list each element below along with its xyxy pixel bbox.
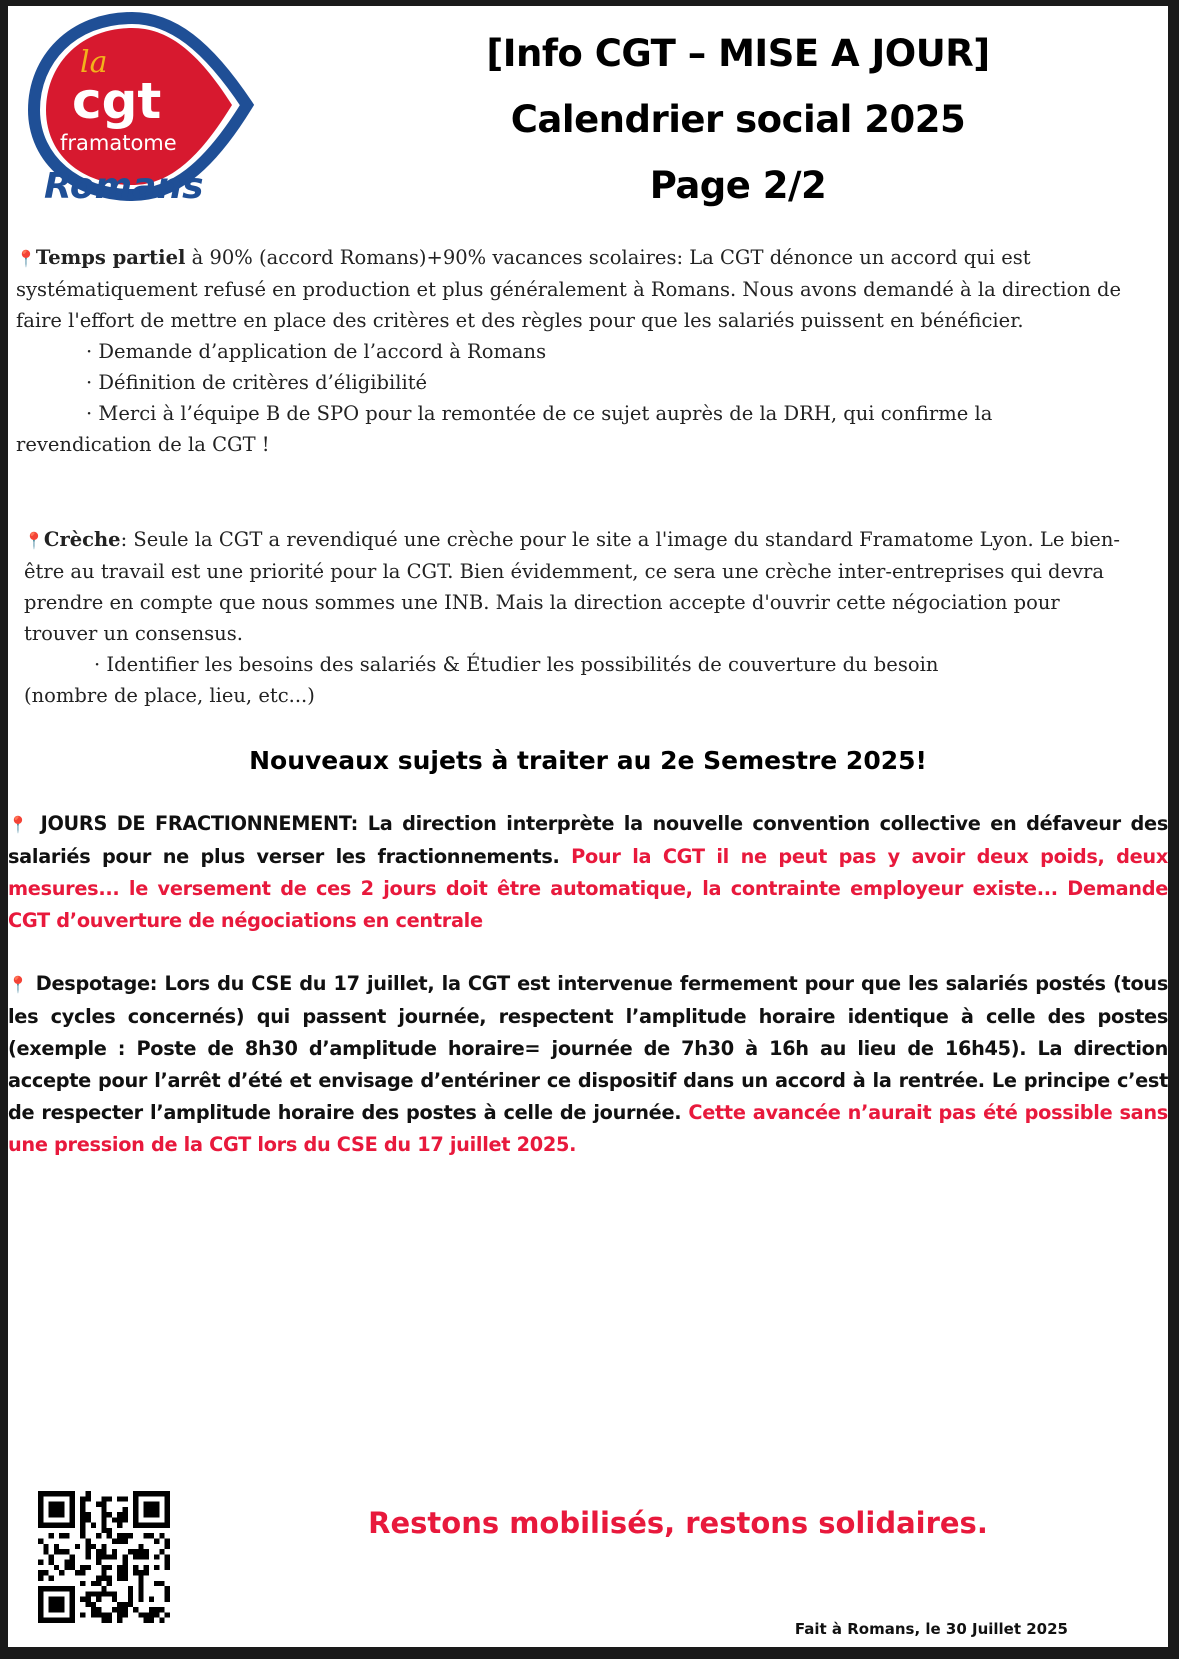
footer-date: Fait à Romans, le 30 Juillet 2025 [794,1620,1068,1638]
svg-text:framatome: framatome [60,131,177,155]
section-title: Temps partiel [35,246,186,269]
svg-text:la: la [80,45,108,80]
section-despotage [8,968,1168,1161]
svg-text:Romans: Romans [44,166,204,207]
footer-slogan: Restons mobilisés, restons solidaires. [368,1506,988,1540]
pin-icon: 📍 [8,975,29,994]
document-page [8,6,1168,1647]
bullet: · Définition de critères d’éligibilité [86,371,428,394]
bullet: · Demande d’application de l’accord à Romans [86,340,547,363]
section-text: Lors du CSE du 17 juillet, la CGT est intervenue fermement pour que les salariés postés (tous les cycles concernés) qui passent journée, respectent l’amplitude horaire identique à celle des postes (exemple : Poste de 8h30 d’amplitude horaire= journée de 7h30 à 16h au lieu de 16h45). La direction accepte pour l’arrêt d’été et envisage d’entériner ce dispositif dans un accord à la rentrée. Le principe c’est de respecter l’amplitude horaire des postes à celle de journée. [8,972,1168,1124]
bullet: · Identifier les besoins des salariés & Étudier les possibilités de couverture du besoin [94,653,939,676]
section-text: La direction interprète la nouvelle convention collective en défaveur des salariés pour ne plus verser les fractionnements. [8,812,1168,868]
pin-icon: 📍 [16,249,36,268]
header-line-1: [Info CGT – MISE A JOUR] [486,32,990,75]
cgt-framatome-romans-logo [22,10,262,210]
section-fractionnement [8,808,1168,937]
svg-text:cgt: cgt [72,72,162,130]
pin-icon: 📍 [8,815,31,834]
section-title: Despotage: [35,972,158,995]
section-text: à 90% (accord Romans)+90% vacances scolaires: La CGT dénonce un accord qui est systématiquement refusé en production et plus généralement à Romans. Nous avons demandé à la direction de faire l'effort de mettre en place des critères et des règles pour que les salariés puissent en bénéficier. [16,246,1122,332]
section-red-text: Pour la CGT il ne peut pas y avoir deux poids, deux mesures... le versement de ces 2 jours doit être automatique, la contrainte employeur existe... Demande CGT d’ouverture de négociations en centrale [8,845,1168,932]
section-red-text: Cette avancée n’aurait pas été possible sans une pression de la CGT lors du CSE du 17 juillet 2025. [8,1101,1168,1156]
section-creche [24,524,1134,711]
bullet: · Merci à l’équipe B de SPO pour la remontée de ce sujet auprès de la DRH, qui confirme la [86,402,993,425]
bullet-continuation: revendication de la CGT ! [16,433,270,456]
section-text: : Seule la CGT a revendiqué une crèche pour le site a l'image du standard Framatome Lyon. Le bien-être au travail est une priorité pour la CGT. Bien évidemment, ce sera une crèche inter-entreprises qui devra prendre en compte que nous sommes une INB. Mais la direction accepte d'ouvrir cette négociation pour trouver un consensus. [24,528,1120,645]
pin-icon: 📍 [24,531,44,550]
header-line-3: Page 2/2 [649,164,827,207]
header-line-2: Calendrier social 2025 [510,98,966,141]
section-title: JOURS DE FRACTIONNEMENT: [40,812,359,835]
qr-code[interactable] [38,1491,170,1623]
bullet-continuation: (nombre de place, lieu, etc...) [24,684,315,707]
section-title: Crèche [43,528,121,551]
new-topics-heading: Nouveaux sujets à traiter au 2e Semestre 2025! [249,746,927,775]
section-temps-partiel [16,242,1156,460]
